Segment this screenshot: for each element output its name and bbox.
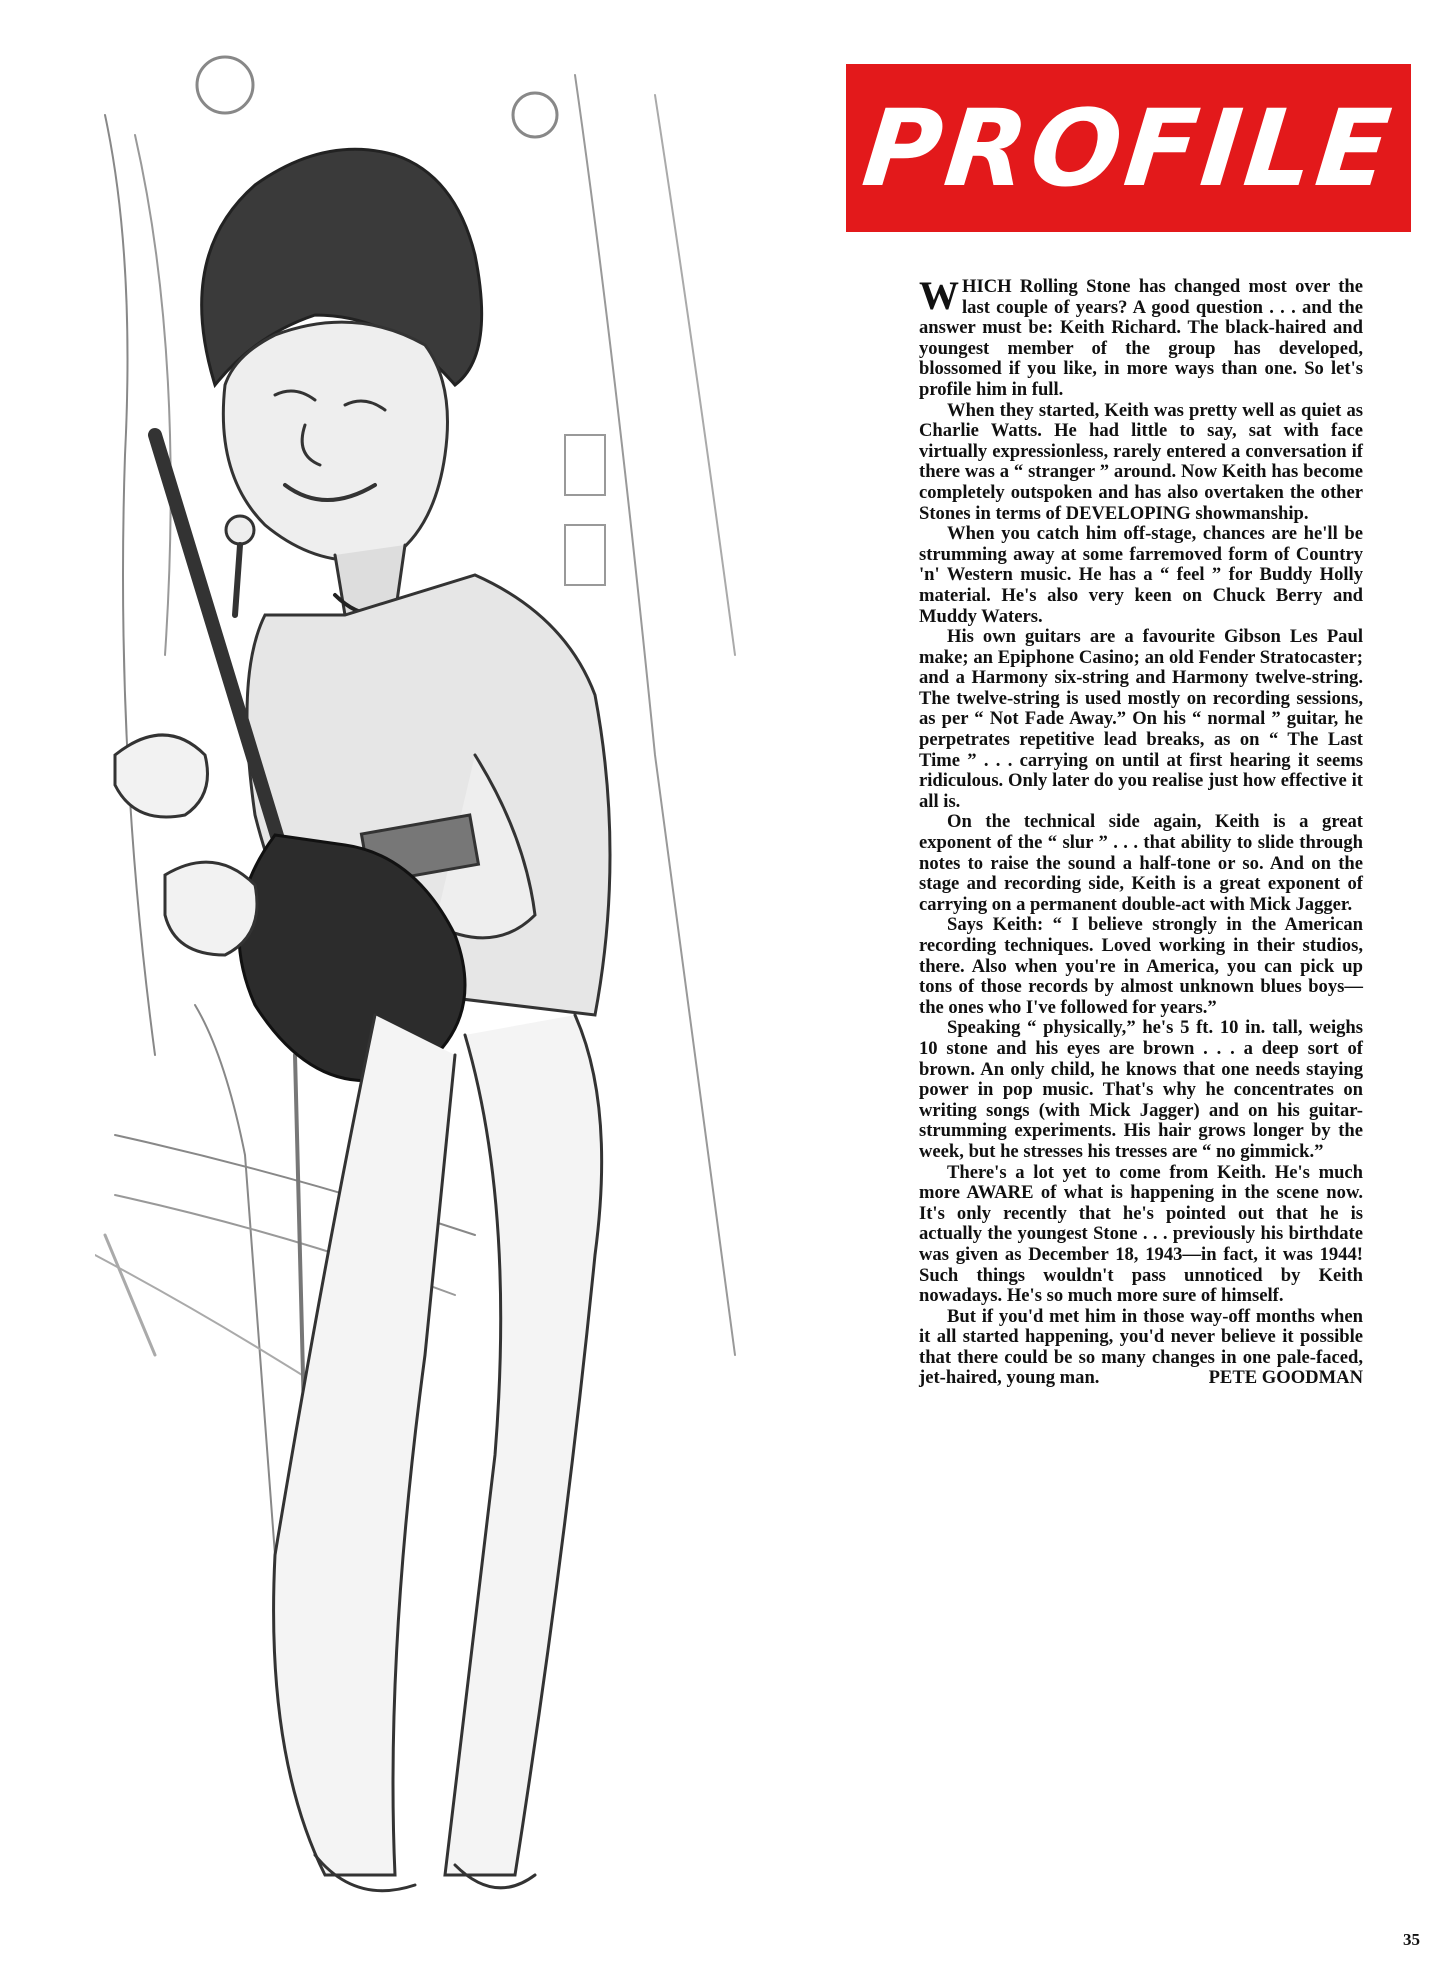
article-paragraph: When they started, Keith was pretty well as quiet as Charlie Watts. He had little to say, sat with face virtually expressionless, rarely entered a conversation if there was a “ stranger ” around. Now Keith has become completely outspoken and has also overtaken the other Stones in terms of DEVELOPING showmanship. (919, 399, 1363, 524)
byline: PETE GOODMAN (1208, 1367, 1363, 1389)
article-paragraph: When you catch him off-stage, chances are he'll be strumming away at some farremoved form of Country 'n' Western music. He has a “ feel ” for Buddy Holly material. He's also very keen on Chuck Berry and Muddy Waters. (919, 523, 1363, 627)
paragraph-text: But if you'd met him in those way-off months when it all started happening, you'd never believe it possible that there could be so many changes in one pale-faced, jet-haired, young man. (919, 1305, 1363, 1389)
page-title: PROFILE (857, 86, 1400, 210)
caricature-illustration (95, 55, 855, 1915)
drop-cap: W (919, 273, 959, 318)
profile-banner (846, 64, 1411, 232)
article-body (919, 273, 1363, 1389)
article-paragraph: On the technical side again, Keith is a great exponent of the “ slur ” . . . that ability to slide through notes to raise the sound a half-tone or so. And on the stage and recording side, Keith is a great exponent of carrying on a permanent double-act with Mick Jagger. (919, 811, 1363, 915)
article-paragraph: There's a lot yet to come from Keith. He's much more AWARE of what is happening in the scene now. It's only recently that he's pointed out that he is actually the youngest Stone . . . previously his birthdate was given as December 18, 1943—in fact, it was 1944! Such things wouldn't pass unnoticed by Keith nowadays. He's so much more sure of himself. (919, 1161, 1363, 1307)
page-number: 35 (1403, 1930, 1420, 1949)
article-paragraph (919, 273, 1363, 401)
article-paragraph: Speaking “ physically,” he's 5 ft. 10 in. tall, weighs 10 stone and his eyes are brown . . . a deep sort of brown. An only child, he knows that one needs staying power in pop music. That's why he concentrates on writing songs (with Mick Jagger) and on his guitar-strumming experiments. His hair grows longer by the week, but he stresses his tresses are “ no gimmick.” (919, 1017, 1363, 1162)
article-paragraph: His own guitars are a favourite Gibson Les Paul make; an Epiphone Casino; an old Fender Stratocaster; and a Harmony six-string and Harmony twelve-string. The twelve-string is used mostly on recording sessions, as per “ Not Fade Away.” On his “ normal ” guitar, he perpetrates repetitive lead breaks, as on “ The Last Time ” . . . carrying on until at first hearing it seems ridiculous. Only later do you realise just how effective it all is. (919, 626, 1363, 812)
paragraph-text: HICH Rolling Stone has changed most over the last couple of years? A good question . . . and the answer must be: Keith Richard. The black-haired and youngest member of the group has developed, blossomed if you like, in more ways than one. So let's profile him in full. (919, 276, 1363, 400)
article-paragraph (919, 1307, 1363, 1389)
article-paragraph: Says Keith: “ I believe strongly in the American recording techniques. Loved working in their studios, there. Also when you're in America, you can pick up tons of those records by almost unknown blues boys—the ones who I've followed for years.” (919, 914, 1363, 1018)
